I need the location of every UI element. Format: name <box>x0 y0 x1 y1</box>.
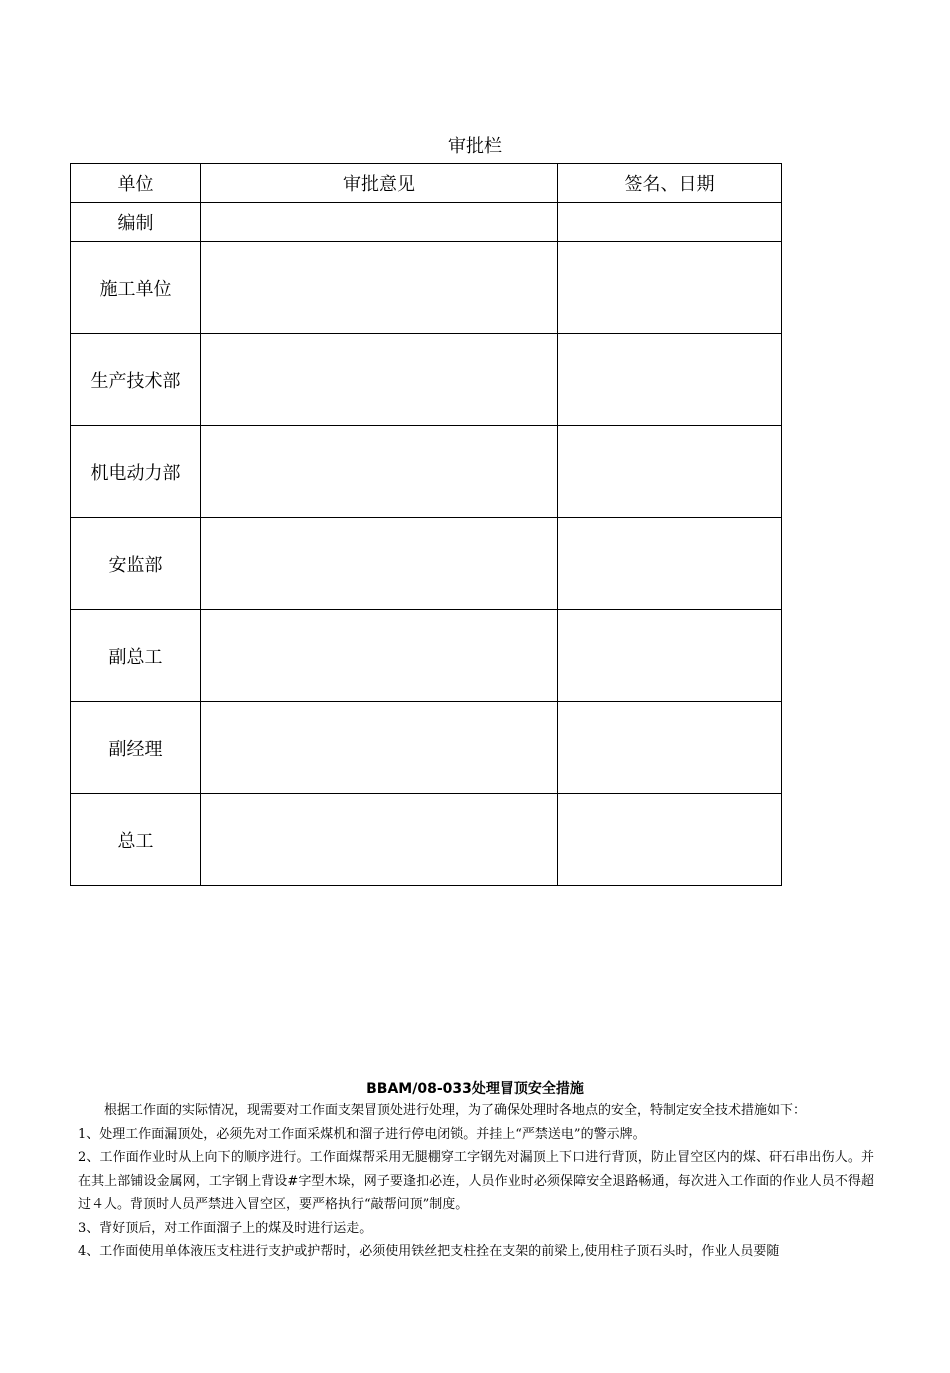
header-opinion: 审批意见 <box>201 164 558 203</box>
signature-cell <box>558 518 782 610</box>
approval-row <box>71 702 782 794</box>
opinion-cell <box>201 518 558 610</box>
row-unit-label: 副总工 <box>71 610 201 702</box>
opinion-cell <box>201 610 558 702</box>
opinion-cell <box>201 794 558 886</box>
approval-header-row <box>71 164 782 203</box>
signature-cell <box>558 426 782 518</box>
header-unit: 单位 <box>71 164 201 203</box>
row-unit-label: 编制 <box>71 203 201 242</box>
measure-item: 4、工作面使用单体液压支柱进行支护或护帮时，必须使用铁丝把支柱拴在支架的前梁上,使用柱子顶石头时，作业人员要随 <box>78 1244 780 1259</box>
opinion-cell <box>201 426 558 518</box>
approval-row <box>71 794 782 886</box>
measure-item: 2、工作面作业时从上向下的顺序进行。工作面煤帮采用无腿棚穿工字钢先对漏顶上下口进行背顶，防止冒空区内的煤、矸石串出伤人。并在其上部铺设金属网，工字钢上背设#字型木垛，网子要逢扣必连，人员作业时必须保障安全退路畅通，每次进入工作面的作业人员不得超过４人。背顶时人员严禁进入冒空区，要严格执行“敲帮问顶”制度。 <box>78 1150 874 1212</box>
opinion-cell <box>201 242 558 334</box>
signature-cell <box>558 702 782 794</box>
signature-cell <box>558 794 782 886</box>
row-unit-label: 总工 <box>71 794 201 886</box>
signature-cell <box>558 334 782 426</box>
measure-item: 3、背好顶后，对工作面溜子上的煤及时进行运走。 <box>78 1220 373 1236</box>
header-signature-date: 签名、日期 <box>558 164 782 203</box>
approval-row <box>71 242 782 334</box>
row-unit-label: 机电动力部 <box>71 426 201 518</box>
signature-cell <box>558 610 782 702</box>
row-unit-label: 生产技术部 <box>71 334 201 426</box>
approval-row <box>71 334 782 426</box>
approval-table <box>70 163 782 886</box>
measure-item: 1、处理工作面漏顶处，必须先对工作面采煤机和溜子进行停电闭锁。并挂上“严禁送电”的警示牌。 <box>78 1126 646 1142</box>
row-unit-label: 安监部 <box>71 518 201 610</box>
opinion-cell <box>201 203 558 242</box>
row-unit-label: 施工单位 <box>71 242 201 334</box>
approval-row <box>71 610 782 702</box>
row-unit-label: 副经理 <box>71 702 201 794</box>
signature-cell <box>558 203 782 242</box>
approval-row <box>71 518 782 610</box>
approval-row <box>71 426 782 518</box>
approval-row <box>71 203 782 242</box>
opinion-cell <box>201 334 558 426</box>
approval-table-title: 审批栏 <box>448 136 502 157</box>
intro-paragraph: 根据工作面的实际情况，现需要对工作面支架冒顶处进行处理，为了确保处理时各地点的安全，特制定安全技术措施如下： <box>104 1103 807 1118</box>
signature-cell <box>558 242 782 334</box>
opinion-cell <box>201 702 558 794</box>
document-title: BBAM/08-033处理冒顶安全措施 <box>366 1081 584 1097</box>
document-body <box>78 1099 874 1264</box>
